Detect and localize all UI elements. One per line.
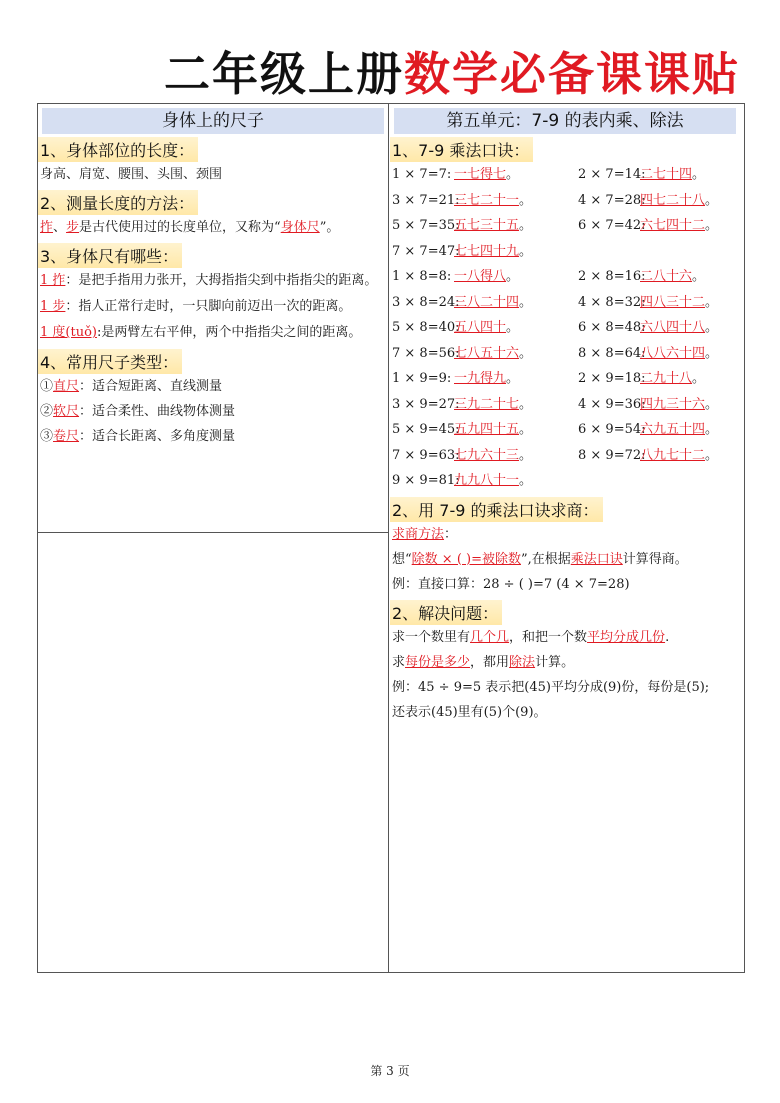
- mult-equation: 6 × 9=54:: [578, 422, 646, 437]
- mult-equation: 8 × 9=72:: [578, 447, 646, 463]
- mult-equation: 1 × 8=8:: [392, 269, 452, 284]
- mult-entry: [392, 188, 532, 214]
- column-divider: [388, 104, 389, 972]
- term-bu: 步: [66, 220, 80, 235]
- mult-entry: [578, 264, 705, 290]
- mult-end: 。: [506, 269, 520, 284]
- mult-rhyme: 一八得八: [454, 269, 507, 284]
- mult-equation: 4 × 9=36:: [578, 396, 646, 412]
- mult-entry: [578, 392, 718, 418]
- left-heading: 身体上的尺子: [42, 108, 384, 134]
- mult-equation: 6 × 7=42:: [578, 218, 646, 233]
- mult-rhyme: 四九三十六: [640, 396, 706, 412]
- content-frame: [37, 103, 745, 973]
- title-part-black: 二年级上册: [164, 47, 404, 101]
- mult-end: 。: [519, 447, 533, 463]
- mult-end: 。: [705, 422, 719, 437]
- mult-rhyme: 一七得七: [454, 167, 507, 182]
- mult-entry: [392, 213, 532, 239]
- mult-equation: 2 × 9=18:: [578, 371, 646, 386]
- term-zha: 拃: [40, 220, 54, 235]
- mult-end: 。: [506, 167, 520, 182]
- table-row: [390, 468, 744, 494]
- mult-entry: [392, 443, 532, 469]
- method-label-line: 求商方法：: [392, 526, 458, 542]
- mult-equation: 7 × 8=56:: [392, 345, 460, 361]
- left-column: [38, 104, 388, 533]
- mult-entry: [392, 290, 532, 316]
- mult-entry: [392, 366, 519, 392]
- mult-entry: [578, 315, 718, 341]
- mult-equation: 8 × 8=64:: [578, 345, 646, 361]
- mult-entry: [392, 341, 532, 367]
- mult-end: 。: [506, 371, 520, 386]
- mult-equation: 3 × 7=21:: [392, 192, 460, 208]
- section-measure-method: 2、测量长度的方法：: [38, 190, 198, 215]
- mult-equation: 9 × 9=81:: [392, 473, 460, 488]
- table-row: [390, 366, 744, 392]
- mult-end: 。: [519, 192, 533, 208]
- table-row: [390, 443, 744, 469]
- table-row: [390, 188, 744, 214]
- mult-equation: 4 × 8=32:: [578, 294, 646, 310]
- right-heading: 第五单元：7-9 的表内乘、除法: [394, 108, 736, 134]
- mult-entry: [392, 417, 532, 443]
- right-column: [390, 104, 744, 725]
- term-body-ruler: 身体尺: [280, 220, 320, 235]
- method-line: 想“除数 × ( )=被除数”,在根据乘法口诀计算得商。: [392, 551, 688, 567]
- page-number: 第 3 页: [370, 1064, 410, 1078]
- mult-entry: [578, 162, 705, 188]
- list-item: 1 拃：是把手指用力张开，大拇指指尖到中指指尖的距离。: [40, 273, 378, 288]
- mult-end: 。: [519, 473, 533, 488]
- mult-rhyme: 六八四十八: [640, 320, 706, 335]
- mult-entry: [392, 239, 532, 265]
- mult-rhyme: 七九六十三: [454, 447, 520, 463]
- table-row: [390, 341, 744, 367]
- mult-entry: [578, 366, 705, 392]
- mult-rhyme: 五八四十: [454, 320, 507, 335]
- mult-rhyme: 七七四十九: [454, 243, 520, 259]
- mult-entry: [578, 188, 718, 214]
- mult-rhyme: 五七三十五: [454, 218, 520, 233]
- section-ruler-types: 4、常用尺子类型：: [38, 349, 182, 374]
- mult-end: 。: [692, 269, 706, 284]
- mult-end: 。: [705, 294, 719, 310]
- mult-equation: 4 × 7=28:: [578, 192, 646, 208]
- mult-end: 。: [705, 320, 719, 335]
- example-line-1: 例：直接口算：28 ÷ ( )=7 (4 × 7=28): [392, 576, 630, 592]
- mult-entry: [578, 341, 718, 367]
- mult-equation: 7 × 7=47:: [392, 243, 460, 259]
- mult-end: 。: [705, 345, 719, 361]
- mult-end: 。: [692, 167, 706, 182]
- mult-rhyme: 二八十六: [640, 269, 693, 284]
- example-line-3: 还表示(45)里有(5)个(9)。: [392, 704, 547, 720]
- mult-rhyme: 六九五十四: [640, 422, 706, 437]
- mult-equation: 6 × 8=48:: [578, 320, 646, 335]
- mult-rhyme: 二七十四: [640, 167, 693, 182]
- measure-method-line: 拃、步是古代使用过的长度单位，又称为“身体尺”。: [40, 220, 340, 235]
- mult-equation: 1 × 9=9:: [392, 371, 452, 386]
- mult-rhyme: 九九八十一: [454, 473, 520, 488]
- mult-rhyme: 八八六十四: [640, 345, 706, 361]
- mult-rhyme: 二九十八: [640, 371, 693, 386]
- mult-end: 。: [705, 396, 719, 412]
- mult-end: 。: [519, 422, 533, 437]
- mult-end: 。: [705, 192, 719, 208]
- list-item: 1 步：指人正常行走时，一只脚向前迈出一次的距离。: [40, 299, 352, 314]
- solve-line-1: 求一个数里有几个几，和把一个数平均分成几份.: [392, 629, 670, 645]
- body-parts-line: 身高、肩宽、腰围、头围、颈围: [40, 167, 223, 182]
- method-label: 求商方法: [392, 526, 445, 542]
- mult-end: 。: [519, 218, 533, 233]
- table-row: [390, 213, 744, 239]
- mult-end: 。: [506, 320, 520, 335]
- mult-equation: 5 × 8=40:: [392, 320, 460, 335]
- section-body-lengths: 1、身体部位的长度：: [38, 137, 198, 162]
- mult-end: 。: [519, 243, 533, 259]
- mult-entry: [392, 392, 532, 418]
- table-row: [390, 315, 744, 341]
- table-row: [390, 290, 744, 316]
- mult-rhyme: 四八三十二: [640, 294, 706, 310]
- section-find-quotient: 2、用 7-9 的乘法口诀求商：: [390, 497, 603, 522]
- mult-rhyme: 四七二十八: [640, 192, 706, 208]
- mult-rhyme: 三八二十四: [454, 294, 520, 310]
- mult-rhyme: 三七二十一: [454, 192, 520, 208]
- mult-end: 。: [519, 396, 533, 412]
- table-row: [390, 162, 744, 188]
- section-mult-rhymes: 1、7-9 乘法口诀：: [390, 137, 533, 162]
- mult-end: 。: [519, 345, 533, 361]
- mult-rhyme: 六七四十二: [640, 218, 706, 233]
- list-item: ③卷尺：适合长距离、多角度测量: [40, 429, 236, 444]
- mult-entry: [578, 213, 718, 239]
- table-row: [390, 392, 744, 418]
- mult-end: 。: [692, 371, 706, 386]
- page-title: [164, 38, 740, 104]
- example-line-2: 例：45 ÷ 9=5 表示把(45)平均分成(9)份，每份是(5);: [392, 679, 710, 695]
- list-item: ①直尺：适合短距离、直线测量: [40, 379, 223, 394]
- table-row: [390, 417, 744, 443]
- mult-end: 。: [519, 294, 533, 310]
- mult-rhyme: 五九四十五: [454, 422, 520, 437]
- mult-entry: [392, 162, 519, 188]
- table-row: [390, 264, 744, 290]
- list-item: 1 度(tuǒ):是两臂左右平伸，两个中指指尖之间的距离。: [40, 325, 362, 340]
- mult-rhyme: 八九七十二: [640, 447, 706, 463]
- title-part-red: 数学必备课课贴: [404, 47, 740, 101]
- mult-equation: 3 × 8=24:: [392, 294, 460, 310]
- mult-entry: [392, 315, 519, 341]
- mult-entry: [578, 290, 718, 316]
- mult-equation: 2 × 8=16:: [578, 269, 646, 284]
- mult-equation: 1 × 7=7:: [392, 167, 452, 182]
- mult-equation: 7 × 9=63:: [392, 447, 460, 463]
- mult-equation: 5 × 9=45:: [392, 422, 460, 437]
- mult-equation: 5 × 7=35:: [392, 218, 460, 233]
- mult-equation: 2 × 7=14:: [578, 167, 646, 182]
- mult-entry: [578, 443, 718, 469]
- multiplication-table: [390, 162, 744, 494]
- section-body-rulers: 3、身体尺有哪些：: [38, 243, 182, 268]
- mult-entry: [578, 417, 718, 443]
- solve-line-2: 求每份是多少，都用除法计算。: [392, 654, 575, 670]
- mult-rhyme: 七八五十六: [454, 345, 520, 361]
- section-solve-problems: 2、解决问题：: [390, 600, 502, 625]
- mult-equation: 3 × 9=27:: [392, 396, 460, 412]
- mult-rhyme: 三九二十七: [454, 396, 520, 412]
- list-item: ②软尺：适合柔性、曲线物体测量: [40, 404, 236, 419]
- mult-entry: [392, 264, 519, 290]
- mult-end: 。: [705, 218, 719, 233]
- mult-rhyme: 一九得九: [454, 371, 507, 386]
- mult-entry: [392, 468, 532, 494]
- table-row: [390, 239, 744, 265]
- mult-end: 。: [705, 447, 719, 463]
